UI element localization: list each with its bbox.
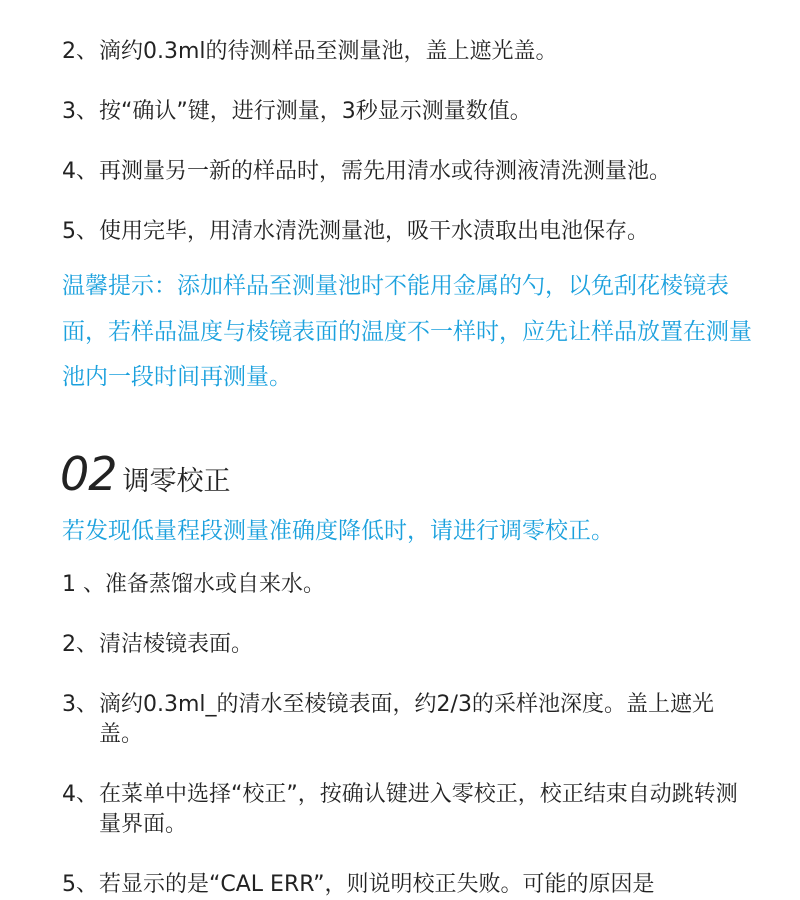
list-item-text: 按“确认”键，进行测量，3秒显示测量数值。 (99, 99, 532, 124)
list-item-text: 准备蒸馏水或自来水。 (105, 572, 326, 597)
list-item-number: 1 、 (62, 572, 105, 597)
list-item-text: 若显示的是“CAL ERR”，则说明校正失败。可能的原因是 (99, 872, 655, 897)
list-item-text: 清洁棱镜表面。 (99, 632, 254, 657)
list-item-text: 在菜单中选择“校正”，按确认键进入零校正，校正结束自动跳转测量界面。 (99, 782, 738, 837)
list-item-number: 5、 (62, 872, 98, 897)
list-item-number: 2、 (62, 632, 98, 657)
section-intro: 若发现低量程段测量准确度降低时，请进行调零校正。 (62, 518, 614, 544)
list-item (62, 570, 752, 600)
list-item (62, 870, 752, 900)
list-item-text: 再测量另一新的样品时，需先用清水或待测液清洗测量池。 (99, 159, 672, 184)
list-item (62, 630, 752, 660)
list-item-number: 2、 (62, 39, 98, 64)
section-title: 调零校正 (122, 466, 231, 497)
list-item-number: 4、 (62, 782, 98, 807)
list-item (62, 157, 752, 187)
list-item-text: 滴约0.3ml_的清水至棱镜表面，约2/3的采样池深度。盖上遮光盖。 (99, 692, 714, 747)
tip-paragraph: 温馨提示：添加样品至测量池时不能用金属的勺，以免刮花棱镜表面，若样品温度与棱镜表面的温度不一样时，应先让样品放置在测量池内一段时间再测量。 (62, 273, 752, 390)
list-item (62, 780, 752, 840)
list-item (62, 690, 752, 750)
list-item-number: 4、 (62, 159, 98, 184)
list-item (62, 217, 752, 247)
list-item-text: 滴约0.3ml的待测样品至测量池，盖上遮光盖。 (99, 39, 558, 64)
list-item (62, 97, 752, 127)
list-item-number: 3、 (62, 692, 98, 717)
list-item-text: 使用完毕，用清水清洗测量池，吸干水渍取出电池保存。 (99, 219, 650, 244)
section-heading (60, 446, 231, 502)
list-item-number: 5、 (62, 219, 98, 244)
section-number: 02 (60, 447, 117, 501)
list-item (62, 37, 752, 67)
list-item-number: 3、 (62, 99, 98, 124)
